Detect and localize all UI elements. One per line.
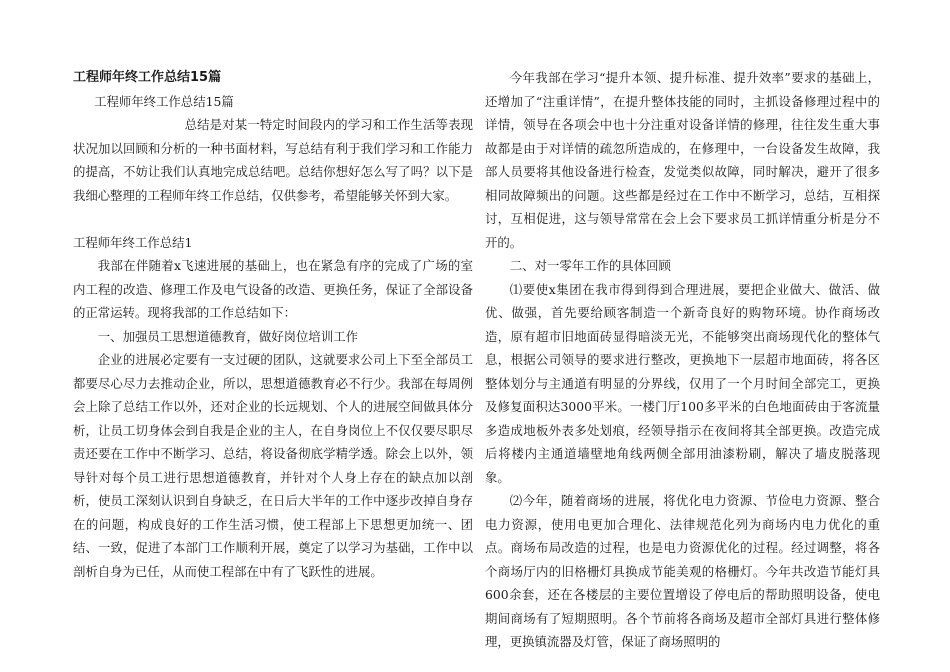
- document-subtitle: 工程师年终工作总结15篇: [94, 93, 234, 109]
- section-heading-1: 一、加强员工思想道德教育，做好岗位培训工作: [97, 328, 358, 344]
- document-title: 工程师年终工作总结15篇: [73, 70, 222, 85]
- section-title: 工程师年终工作总结1: [73, 234, 193, 250]
- body-paragraph-3: 今年我部在学习“提升本领、提升标准、提升效率”要求的基础上，还增加了“注重详情”，在提升整体技能的同时，主抓设备修理过程中的详情，领导在各项会中也十分注重对设备详情的修理，往往发生重大事故都是由于对详情的疏忽所造成的，在修理中，一台设备发生故障，我部人员要将其他设备进行检查，发觉类似故障，同时解决，避开了很多相同故障频出的问题。这些都是经过在工作中不断学习，总结，互相探讨，互相促进，这与领导常常在会上会下要求员工抓详情重分析是分不开的。: [485, 70, 880, 250]
- list-item-1: ⑴要使x集团在我市得到得到合理进展，要把企业做大、做活、做优、做强，首先要给顾客制造一个新奇良好的购物环境。协作商场改造，原有超市旧地面砖显得暗淡无光，不能够突出商场现代化的整体气息，根据公司领导的要求进行整改，更换地下一层超市地面砖，将各区整体划分与主通道有明显的分界线，仅用了一个月时间全部完工，更换及修复面积达3000平米。一楼门厅100多平米的白色地面砖由于客流量多造成地板外表多处划痕，经领导指示在夜间将其全部更换。改造完成后将楼内主通道墙壁地角线两侧全部用油漆粉刷，解决了墙皮脱落现象。: [485, 281, 880, 485]
- section-heading-2: 二、对一零年工作的具体回顾: [509, 258, 671, 273]
- paragraph-gap: [73, 207, 473, 231]
- right-column: [485, 66, 880, 654]
- intro-paragraph: 总结是对某一特定时间段内的学习和工作生活等表现状况加以回顾和分析的一种书面材料，写总结有利于我们学习和工作能力的提高，不妨让我们认真地完成总结吧。总结你想好怎么写了吗？以下是我细心整理的工程师年终工作总结，仅供参考，希望能够关怀到大家。: [73, 117, 473, 203]
- list-item-2: ⑵今年，随着商场的进展，将优化电力资源、节俭电力资源、整合电力资源，使用电更加合理化、法律规范化列为商场内电力优化的重点。商场布局改造的过程，也是电力资源优化的过程。经过调整，将各个商场厅内的旧格栅灯具换成节能美观的格栅灯。今年共改造节能灯具600余套，还在各楼层的主要位置增设了停电后的帮助照明设备，使电期间商场有了短期照明。各个节前将各商场及超市全部灯具进行整体修理，更换镇流器及灯管，保证了商场照明的: [485, 493, 880, 649]
- body-paragraph-1: 我部在伴随着x飞速进展的基础上，也在紧急有序的完成了广场的室内工程的改造、修理工作及电气设备的改造、更换任务，保证了全部设备的正常运转。现将我部的工作总结如下：: [73, 258, 473, 320]
- left-column: [73, 66, 473, 583]
- body-paragraph-2: 企业的进展必定要有一支过硬的团队，这就要求公司上下至全部员工都要尽心尽力去推动企业，所以，思想道德教育必不行少。我部在每周例会上除了总结工作以外，还对企业的长远规划、个人的进展空间做具体分析，让员工切身体会到自我是企业的主人，在自身岗位上不仅仅要尽职尽责还要在工作中不断学习、总结，将设备彻底学精学透。除会上以外，领导针对每个员工进行思想道德教育，并针对个人身上存在的缺点加以剖析，使员工深刻认识到自身缺乏，在日后大半年的工作中逐步改掉自身存在的问题，构成良好的工作生活习惯，使工程部上下思想更加统一、团结、一致，促进了本部门工作顺利开展，奠定了以学习为基础，工作中以剖析自身为已任，从而使工程部在中有了飞跃性的进展。: [73, 352, 473, 579]
